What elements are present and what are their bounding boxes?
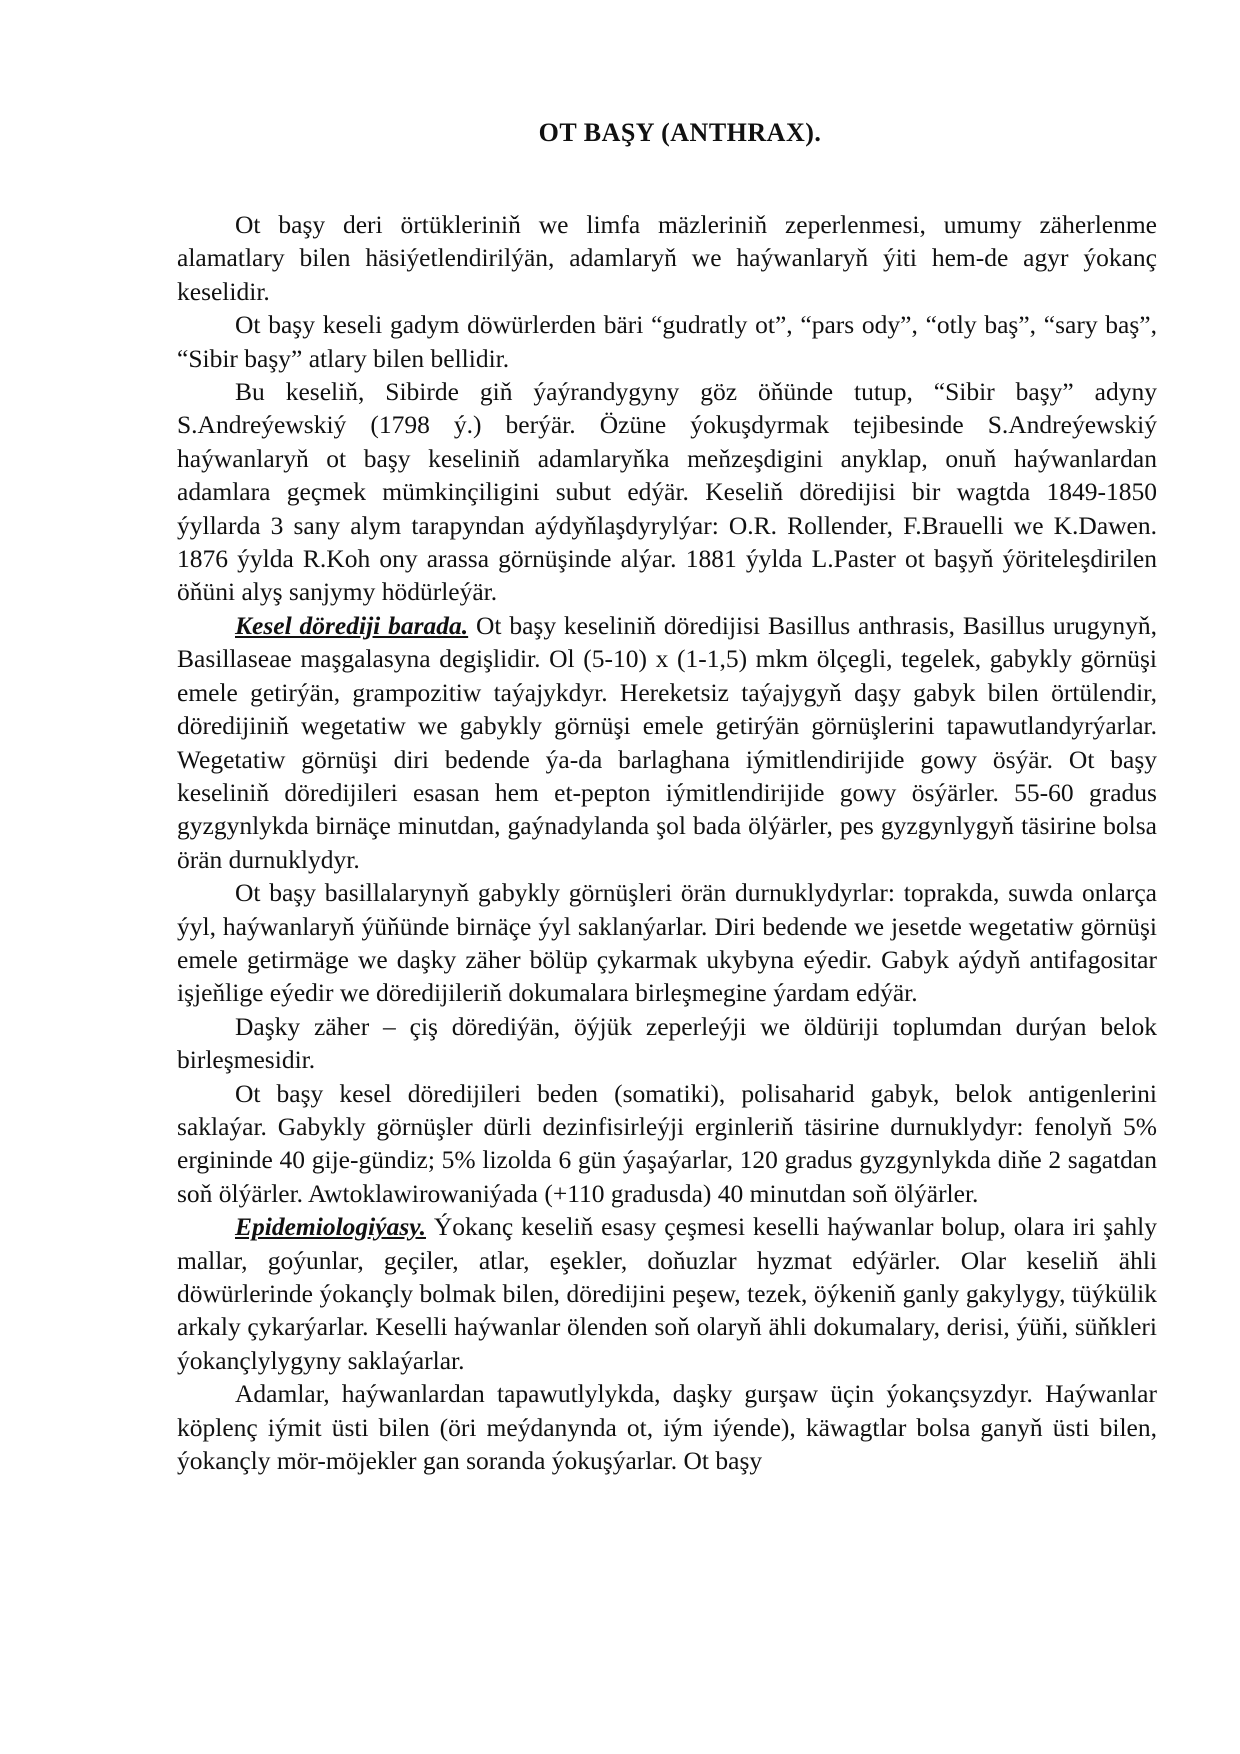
paragraph <box>177 1077 1157 1211</box>
paragraph <box>177 308 1157 375</box>
paragraph-text: Ýokanç keseliň esasy çeşmesi keselli haýwanlar bolup, olara iri şahly mallar, goýunlar, geçiler, atlar, eşekler, doňuzlar hyzmat edýärler. Olar keseliň ähli döwürlerinde ýokançly bolmak bilen, döredijini peşew, tezek, öýkeniň ganly gakylygy, tüýkülik arkaly çykarýarlar. Keselli haýwanlar ölenden soň olaryň ähli dokumalary, derisi, ýüňi, süňkleri ýokançlylygyny saklaýarlar. <box>177 1212 1157 1375</box>
paragraph-text: Ot başy basillalarynyň gabykly görnüşleri örän durnuklydyrlar: toprakda, suwda onlarça ýyl, haýwanlaryň ýüňünde birnäçe ýyl saklanýarlar. Diri bedende we jesetde wegetatiw görnüşi emele getirmäge we daşky zäher bölüp çykarmak ukybyna eýedir. Gabyk aýdyň antifagositar işjeňlige eýedir we döredijileriň dokumalara birleşmegine ýardam edýär. <box>177 878 1157 1008</box>
section-heading: Epidemiologiýasy. <box>235 1212 426 1242</box>
document-body <box>177 208 1157 1477</box>
paragraph-text: Ot başy keseliniň döredijisi Basillus anthrasis, Basillus urugynyň, Basillaseae maşgalasyna degişlidir. Ol (5-10) x (1-1,5) mkm ölçegli, tegelek, gabykly görnüşi emele getirýän, grampozitiw taýajykdyr. Hereketsiz taýajygyň daşy gabyk bilen örtülendir, döredijiniň wegetatiw we gabykly görnüşi emele getirýän görnüşlerini tapawutlandyrýarlar. Wegetatiw görnüşi diri bedende ýa-da barlaghana iýmitlendirijide gowy ösýär. Ot başy keseliniň döredijileri esasan hem et-pepton iýmitlendirijide gowy ösýärler. 55-60 gradus gyzgynlykda birnäçe minutdan, gaýnadylanda şol bada ölýärler, pes gyzgynlygyň täsirine bolsa örän durnuklydyr. <box>177 610 1157 874</box>
paragraph <box>177 375 1157 609</box>
document-title: OT BAŞY (ANTHRAX). <box>538 118 822 147</box>
paragraph-text: Ot başy keseli gadym döwürlerden bäri “gudratly ot”, “pars ody”, “otly baş”, “sary baş”, “Sibir başy” atlary bilen bellidir. <box>177 310 1157 373</box>
paragraph <box>177 1010 1157 1077</box>
paragraph <box>177 1377 1157 1477</box>
paragraph-text: Ot başy kesel döredijileri beden (somatiki), polisaharid gabyk, belok antigenlerini saklaýar. Gabykly görnüşler dürli dezinfisirleýji erginleriň täsirine durnuklydyr: fenolyň 5% ergininde 40 gije-gündiz; 5% lizolda 6 gün ýaşaýarlar, 120 gradus gyzgynlykda diňe 2 sagatdan soň ölýärler. Awtoklawirowaniýada (+110 gradusda) 40 minutdan soň ölýärler. <box>177 1078 1157 1208</box>
paragraph <box>177 609 1157 876</box>
paragraph-text: Ot başy deri örtükleriniň we limfa mäzleriniň zeperlenmesi, umumy zäherlenme alamatlary bilen häsiýetlendirilýän, adamlaryň we haýwanlaryň ýiti hem-de agyr ýokanç keselidir. <box>177 210 1157 306</box>
paragraph-text: Daşky zäher – çiş dörediýän, öýjük zeperleýji we öldüriji toplumdan durýan belok birleşmesidir. <box>177 1011 1157 1075</box>
section-heading: Kesel dörediji barada. <box>235 610 469 640</box>
paragraph-text: Adamlar, haýwanlardan tapawutlylykda, daşky gurşaw üçin ýokançsyzdyr. Haýwanlar köplenç iýmit üsti bilen (öri meýdanynda ot, iým iýende), käwagtlar bolsa ganyň üsti bilen, ýokançly mör-möjekler gan soranda ýokuşýarlar. Ot başy <box>177 1379 1157 1476</box>
paragraph <box>177 1210 1157 1377</box>
paragraph <box>177 876 1157 1010</box>
paragraph-text: Bu keseliň, Sibirde giň ýaýrandygyny göz öňünde tutup, “Sibir başy” adyny S.Andreýewskiý (1798 ý.) berýär. Özüne ýokuşdyrmak tejibesinde S.Andreýewskiý haýwanlaryň ot başy keseliniň adamlaryňka meňzeşdigini anyklap, onuň haýwanlardan adamlara geçmek mümkinçiligini subut edýär. Keseliň döredijisi bir wagtda 1849-1850 ýyllarda 3 sany alym tarapyndan aýdyňlaşdyrylýar: O.R. Rollender, F.Brauelli we K.Dawen. 1876 ýylda R.Koh ony arassa görnüşinde alýar. 1881 ýylda L.Paster ot başyň ýöriteleşdirilen öňüni alyş sanjymy hödürleýär. <box>177 377 1157 607</box>
paragraph <box>177 208 1157 308</box>
